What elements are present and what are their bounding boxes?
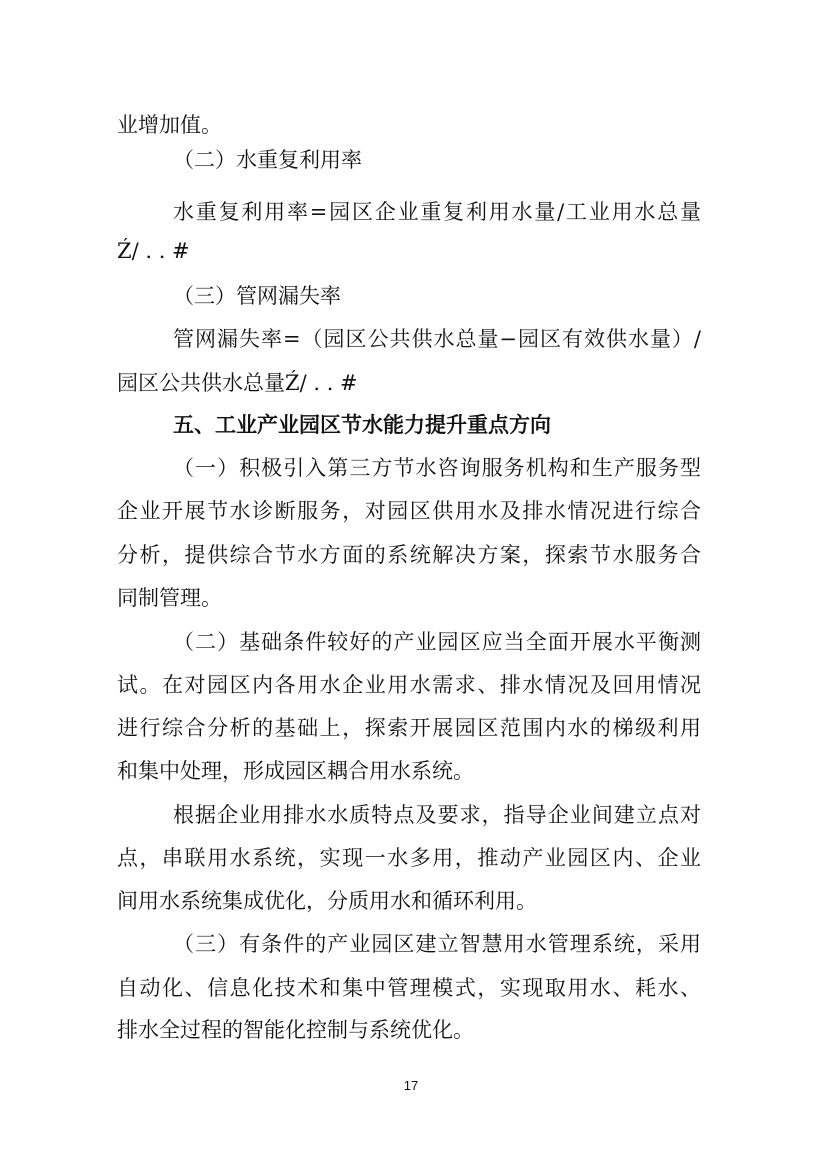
paragraph-line: （一）积极引入第三方节水咨询服务机构和生产服务型 [173,456,701,480]
section-heading: （二）水重复利用率 [173,148,362,172]
paragraph-line: （三）有条件的产业园区建立智慧用水管理系统，采用 [173,932,701,956]
paragraph-line: 点，串联用水系统，实现一水多用，推动产业园区内、企业 [117,846,701,870]
paragraph-line: 分析，提供综合节水方面的系统解决方案，探索节水服务合 [117,543,701,567]
formula-line: 管网漏失率=（园区公共供水总量−园区有效供水量）/ [173,327,701,351]
paragraph-line: 业增加值。 [117,113,222,137]
page-number: 17 [403,1078,419,1093]
paragraph-line: 自动化、信息化技术和集中管理模式，实现取用水、耗水、 [117,976,701,1000]
paragraph-line: 试。在对园区内各用水企业用水需求、排水情况及回用情况 [117,673,701,697]
formula-line: 园区公共供水总量Ź/ . . # [117,371,358,395]
paragraph-line: 进行综合分析的基础上，探索开展园区范围内水的梯级利用 [117,716,701,740]
paragraph-line: 排水全过程的智能化控制与系统优化。 [117,1018,474,1042]
paragraph-line: 企业开展节水诊断服务，对园区供用水及排水情况进行综合 [117,499,701,523]
paragraph-line: （二）基础条件较好的产业园区应当全面开展水平衡测 [173,630,701,654]
formula-line: 水重复利用率=园区企业重复利用水量/工业用水总量 [173,200,701,224]
formula-line: Ź/ . . # [117,239,190,263]
section-heading: （三）管网漏失率 [173,284,341,308]
paragraph-line: 根据企业用排水水质特点及要求，指导企业间建立点对 [173,803,701,827]
paragraph-line: 和集中处理，形成园区耦合用水系统。 [117,759,474,783]
paragraph-line: 间用水系统集成优化，分质用水和循环利用。 [117,889,537,913]
chapter-heading: 五、工业产业园区节水能力提升重点方向 [173,413,551,437]
paragraph-line: 同制管理。 [117,586,222,610]
